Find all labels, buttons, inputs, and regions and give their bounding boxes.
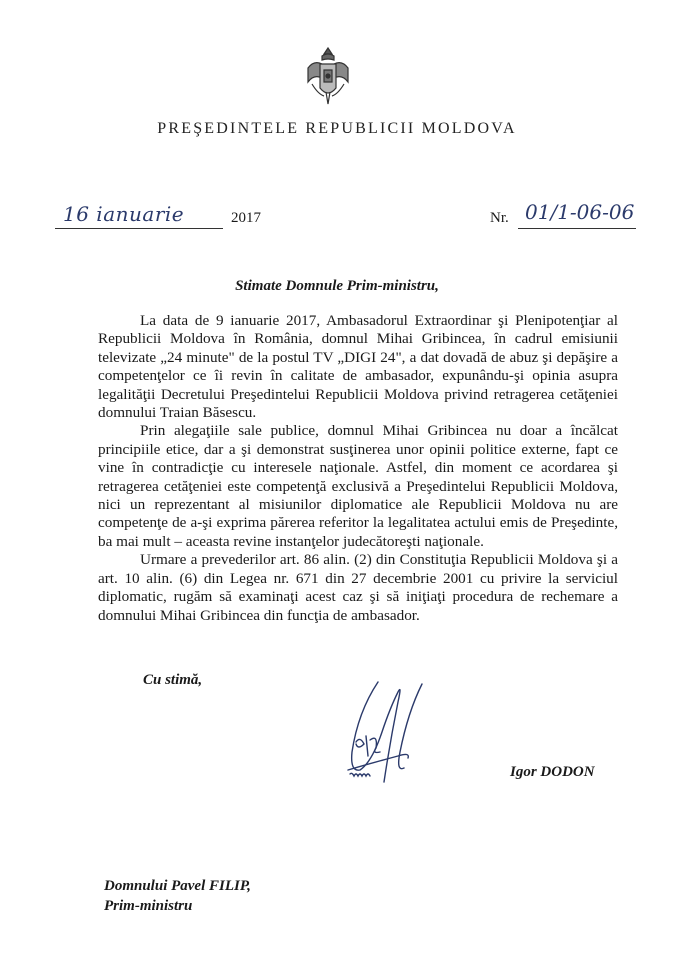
addressee	[104, 876, 251, 916]
letter-body	[98, 312, 618, 625]
handwritten-number: 01/1-06-06	[525, 200, 635, 224]
nr-label: Nr.	[490, 210, 509, 226]
signature-icon	[338, 672, 448, 792]
addressee-title: Prim-ministru	[104, 898, 193, 914]
paragraph: La data de 9 ianuarie 2017, Ambasadorul Extraordinar şi Plenipotenţiar al Republicii Moldova în România, domnul Mihai Gribincea, în cadrul emisiunii televizate „24 minute" de la postul TV „DIGI 24", a dat dovadă de abuz şi depăşire a competenţelor ce îi revin în calitate de ambasador, expunându-şi opinia asupra legalităţii Decretului Preşedintelui Republicii Moldova privind retragerea cetăţeniei domnului Traian Băsescu.	[98, 312, 618, 422]
closing: Cu stimă,	[143, 672, 203, 688]
date-underline	[55, 228, 223, 229]
addressee-name: Domnului Pavel FILIP,	[104, 878, 251, 894]
paragraph: Prin alegaţiile sale publice, domnul Mihai Gribincea nu doar a încălcat principiile etice, dar a şi demonstrat susţinerea unor opinii politice externe, fapt ce vine în contradicţie cu interesele naţionale. Astfel, din moment ce acordarea şi retragerea cetăţeniei este competenţă exclusivă a Preşedintelui Republicii Moldova, nici un reprezentant al misiunilor diplomatice ale Republicii Moldova nu are competenţe de a-şi exprima părerea referitor la legalitatea actului emis de Preşedinte, ba mai mult – aceasta revine instanţelor judecătoreşti naţionale.	[98, 422, 618, 550]
date-number-line	[55, 200, 635, 240]
salutation: Stimate Domnule Prim-ministru,	[235, 278, 439, 294]
signer-name: Igor DODON	[510, 764, 595, 780]
number-underline	[518, 228, 636, 229]
header-title: PREŞEDINTELE REPUBLICII MOLDOVA	[157, 120, 517, 137]
coat-of-arms-icon	[300, 44, 356, 116]
date-year: 2017	[231, 210, 261, 226]
handwritten-date: 16 ianuarie	[63, 202, 185, 226]
paragraph: Urmare a prevederilor art. 86 alin. (2) din Constituţia Republicii Moldova şi a art. 10 alin. (6) din Legea nr. 671 din 27 decembrie 2001 cu privire la serviciul diplomatic, rugăm să examinaţi acest caz şi să iniţiaţi procedura de rechemare a domnului Mihai Gribincea din funcţia de ambasador.	[98, 551, 618, 624]
